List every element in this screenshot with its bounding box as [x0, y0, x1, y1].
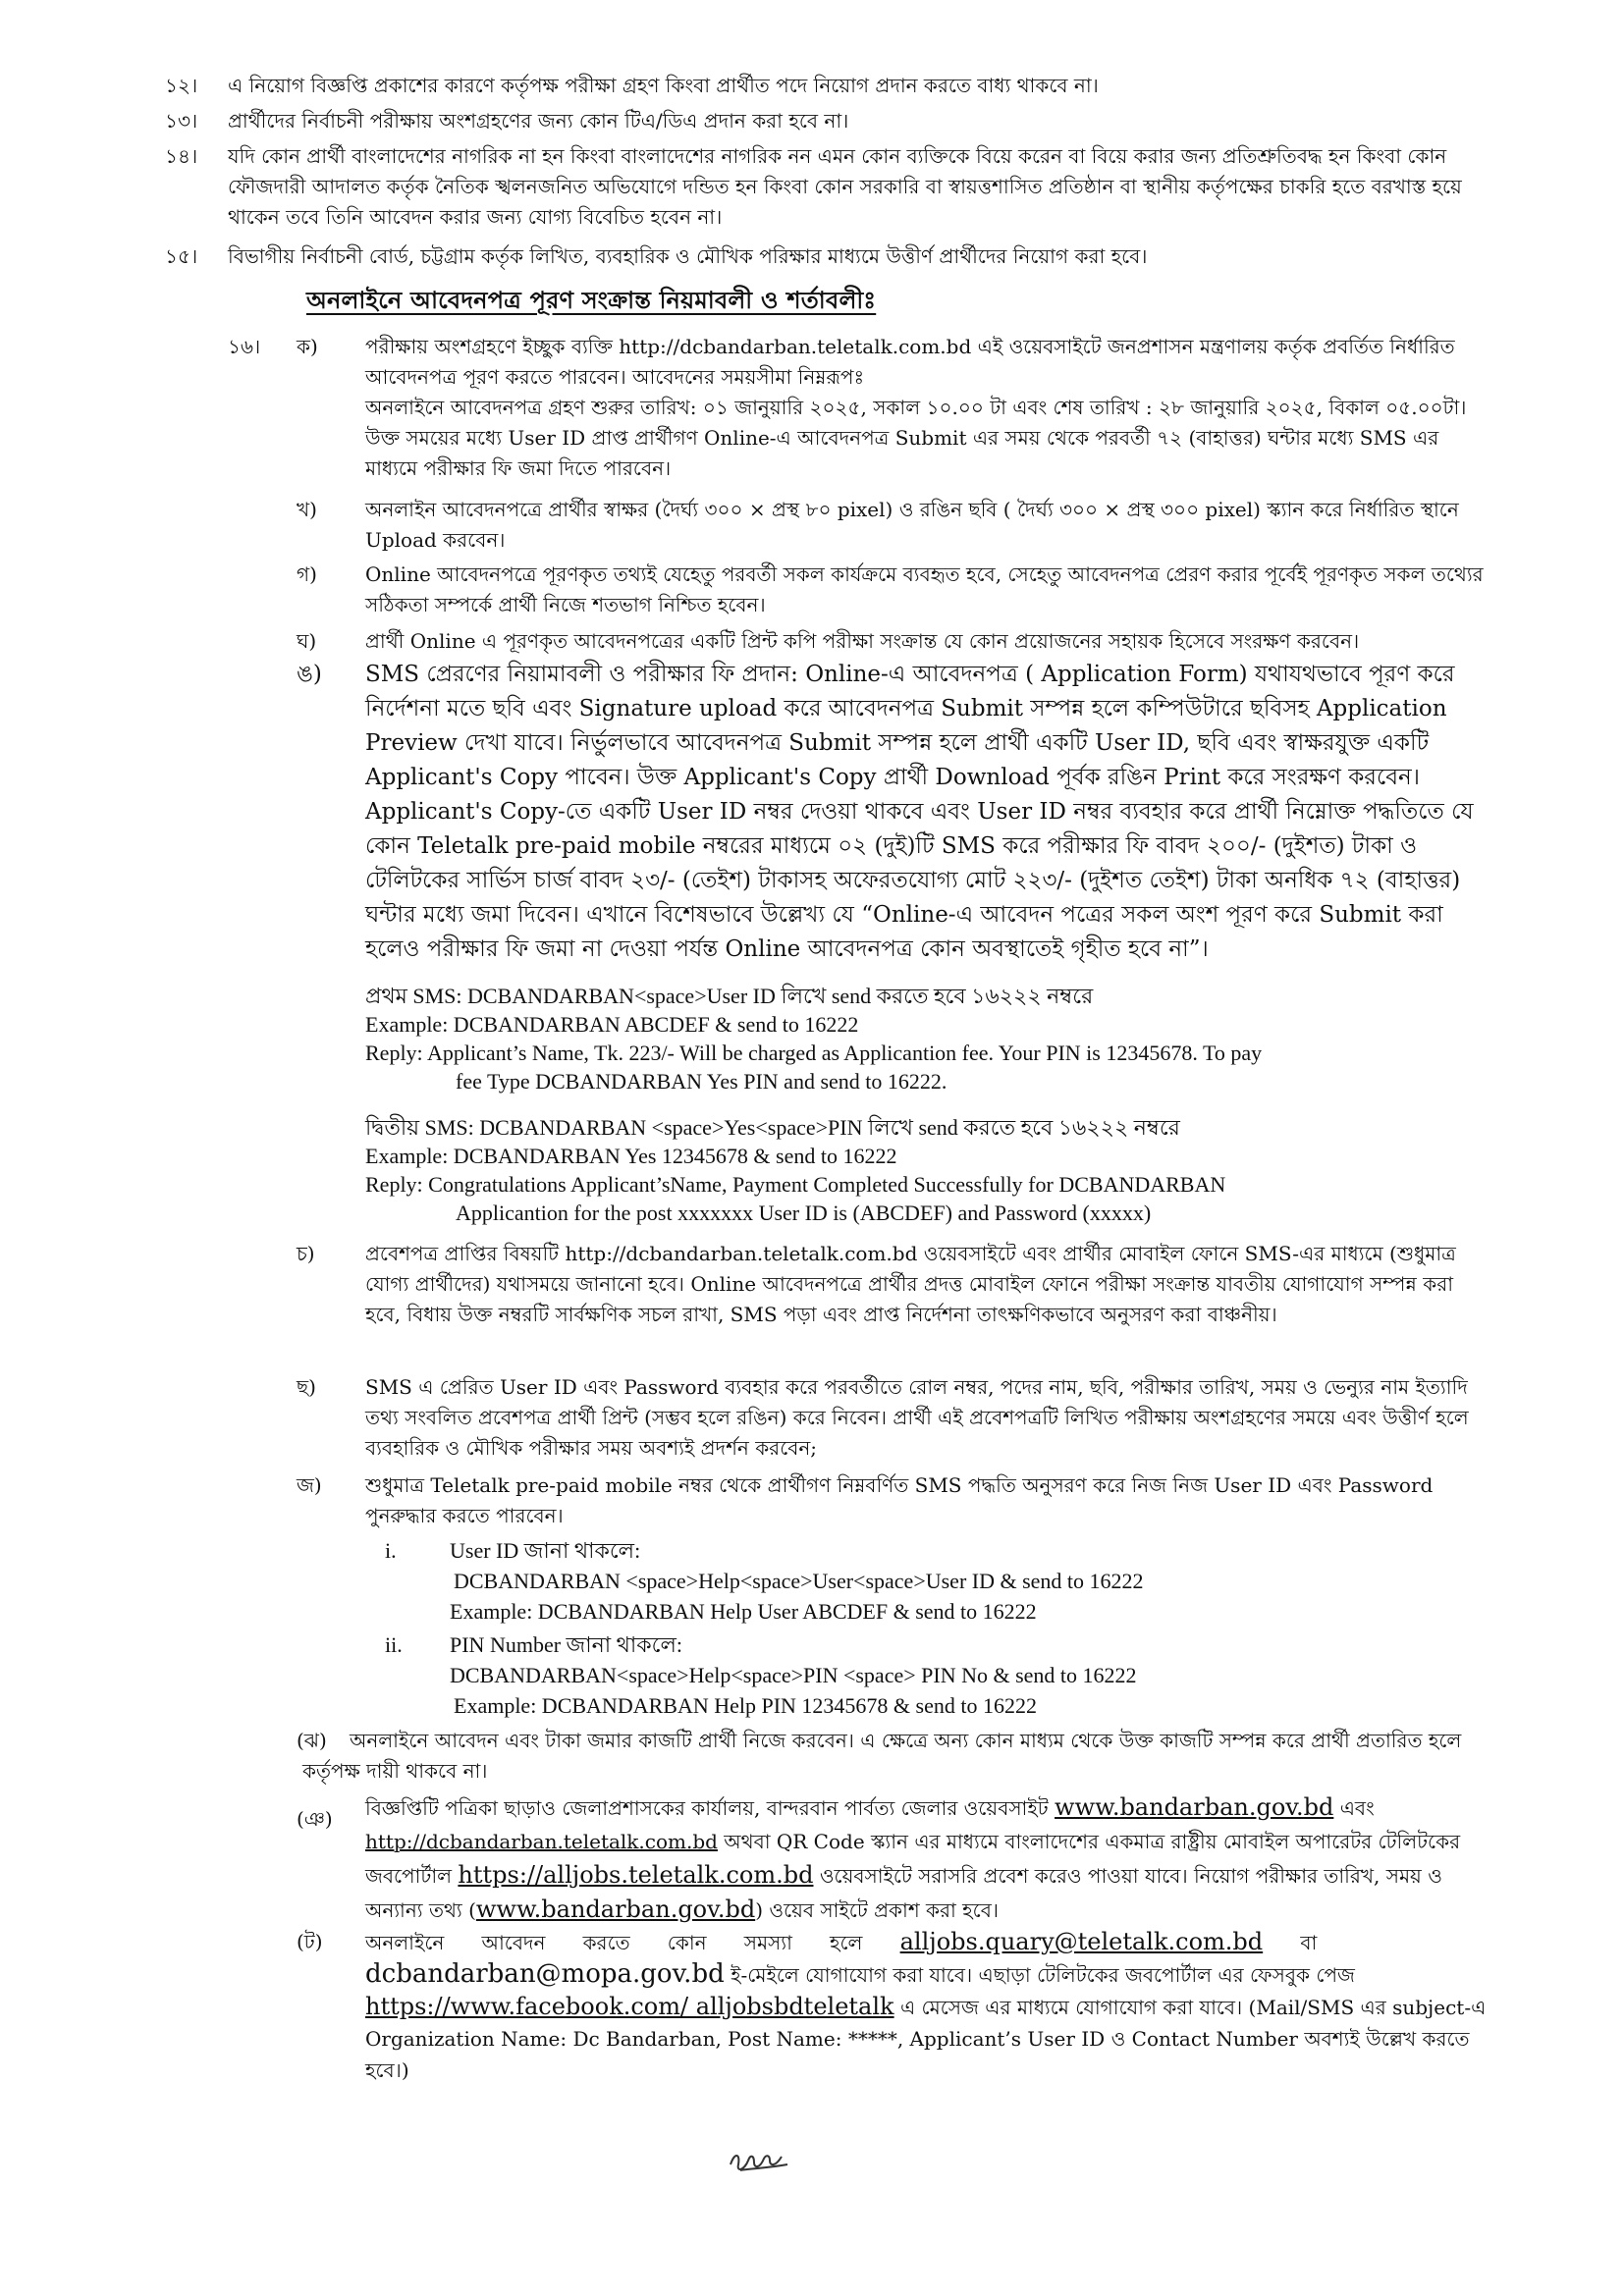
sub-item-jha — [297, 1726, 1494, 1787]
sub-item-text: প্রার্থী Online এ পূরণকৃত আবেদনপত্রের একটি প্রিন্ট কপি পরীক্ষা সংক্রান্ত যে কোন প্রয়োজনের সহায়ক হিসেবে সংরক্ষণ করবেন। — [365, 629, 1360, 653]
sub-item-chha — [297, 1372, 1494, 1464]
sub-item-kha — [297, 495, 1494, 556]
sub-item-label: (ট) — [297, 1930, 323, 1953]
facebook-link[interactable]: https://www.facebook.com/ alljobsbdteletalk — [365, 1993, 894, 2020]
sub-item-label: (ঝ) — [297, 1729, 327, 1752]
recover-format: DCBANDARBAN <space>Help<space>User<space>User ID & send to 16222 — [454, 1569, 1144, 1593]
text-run: এ মেসেজ এর মাধ্যমে যোগাযোগ করা যাবে। (Mail/SMS এর subject-এ Organization Name: Dc Bandarban, Post Name: *****, Applicant’s User ID ও Contact Number অবশ্যই উল্লেখ করতে হবে।) — [365, 1996, 1487, 2082]
sub-item-text — [365, 1790, 1494, 1927]
alljobs-link[interactable]: https://alljobs.teletalk.com.bd — [458, 1861, 814, 1889]
section-heading: অনলাইনে আবেদনপত্র পূরণ সংক্রান্ত নিয়মাবলী ও শর্তাবলীঃ — [306, 286, 877, 314]
text-run: ই-মেইলে যোগাযোগ করা যাবে। এছাড়া টেলিটকের জবপোর্টাল এর ফেসবুক পেজ — [724, 1963, 1355, 1987]
item-text: যদি কোন প্রার্থী বাংলাদেশের নাগরিক না হন কিংবা বাংলাদেশের নাগরিক নন এমন কোন ব্যক্তিকে বিয়ে করেন বা বিয়ে করার জন্য প্রতিশ্রুতিবদ্ধ হন কিংবা কোন ফৌজদারী আদালত কর্তৃক নৈতিক স্খলনজনিত অভিযোগে দন্ডিত হন কিংবা কোন সরকারি বা স্বায়ত্তশাসিত প্রতিষ্ঠান বা স্থানীয় কর্তৃপক্ষের চাকরি হতে বরখাস্ত হয়ে থাকেন তবে তিনি আবেদন করার জন্য যোগ্য বিবেচিত হবেন না। — [228, 144, 1462, 229]
sub-item-ga — [297, 560, 1494, 620]
sub-item-text: SMS প্রেরণের নিয়ামাবলী ও পরীক্ষার ফি প্রদান: Online-এ আবেদনপত্র ( Application Form) যথাযথভাবে পূরণ করে নির্দেশনা মতে ছবি এবং Signature upload করে আবেদনপত্র Submit সম্পন্ন হলে কম্পিউটারে ছবিসহ Application Preview দেখা যাবে। নির্ভুলভাবে আবেদনপত্র Submit সম্পন্ন হলে প্রার্থী একটি User ID, ছবি এবং স্বাক্ষরযুক্ত একটি Applicant's Copy পাবেন। উক্ত Applicant's Copy প্রার্থী Download পূর্বক রঙিন Print করে সংরক্ষণ করবেন। Applicant's Copy-তে একটি User ID নম্বর দেওয়া থাকবে এবং User ID নম্বর ব্যবহার করে প্রার্থী নিম্নোক্ত পদ্ধতিতে যে কোন Teletalk pre-paid mobile নম্বরের মাধ্যমে ০২ (দুই)টি SMS করে পরীক্ষার ফি বাবদ ২০০/- (দুইশত) টাকা ও টেলিটকের সার্ভিস চার্জ বাবদ ২৩/- (তেইশ) টাকাসহ অফেরতযোগ্য মোট ২২৩/- (দুইশত তেইশ) টাকা অনধিক ৭২ (বাহাত্তর) ঘন্টার মধ্যে জমা দিবেন। এখানে বিশেষভাবে উল্লেখ্য যে “Online-এ আবেদন পত্রের সকল অংশ পূরণ করে Submit করা হলেও পরীক্ষার ফি জমা না দেওয়া পর্যন্ত Online আবেদনপত্র কোন অবস্থাতেই গৃহীত হবে না”। — [365, 662, 1474, 962]
roman-label: i. — [385, 1538, 397, 1563]
text-run: ) ওয়েব সাইটে প্রকাশ করা হবে। — [755, 1898, 999, 1922]
sub-item-text: অনলাইনে আবেদন এবং টাকা জমার কাজটি প্রার্থী নিজে করবেন। এ ক্ষেত্রে অন্য কোন মাধ্যম থেকে উক্ত কাজটি সম্পন্ন করে প্রার্থী প্রতারিত হলে কর্তৃপক্ষ দায়ী থাকবে না। — [302, 1729, 1462, 1783]
text-run: অনলাইনে আবেদন করতে কোন সমস্যা হলে — [365, 1931, 900, 1954]
sms-example: Example: DCBANDARBAN Yes 12345678 & send to 16222 — [365, 1144, 897, 1168]
sms-reply: Reply: Congratulations Applicant’sName, Payment Completed Successfully for DCBANDARBAN — [365, 1172, 1226, 1197]
sub-item-gha — [297, 626, 1494, 657]
sub-item-text — [365, 1926, 1494, 2086]
item-15 — [165, 241, 1494, 272]
item-text: প্রার্থীদের নির্বাচনী পরীক্ষায় অংশগ্রহণের জন্য কোন টিএ/ডিএ প্রদান করা হবে না। — [228, 109, 849, 133]
sub-item-label: চ) — [297, 1242, 315, 1265]
sub-item-text: Online আবেদনপত্রে পূরণকৃত তথ্যই যেহেতু পরবর্তী সকল কার্যক্রমে ব্যবহৃত হবে, সেহেতু আবেদনপত্র প্রেরণ করার পূর্বেই পূরণকৃত সকল তথ্যের সঠিকতা সম্পর্কে প্রার্থী নিজে শতভাগ নিশ্চিত হবেন। — [365, 562, 1484, 616]
sub-item-text: শুধুমাত্র Teletalk pre-paid mobile নম্বর থেকে প্রার্থীগণ নিম্নবর্ণিত SMS পদ্ধতি অনুসরণ করে নিজ নিজ User ID এবং Password পুনরুদ্ধার করতে পারবেন। — [365, 1473, 1434, 1527]
recover-title: User ID জানা থাকলে: — [450, 1538, 641, 1563]
recover-title: PIN Number জানা থাকলে: — [450, 1632, 682, 1657]
teletalk-link[interactable]: http://dcbandarban.teletalk.com.bd — [365, 1830, 718, 1853]
item-14 — [165, 141, 1494, 233]
sub-item-label: ক) — [297, 335, 318, 358]
sub-item-text: অনলাইন আবেদনপত্রে প্রার্থীর স্বাক্ষর (দৈর্ঘ্য ৩০০ × প্রস্থ ৮০ pixel) ও রঙিন ছবি ( দৈর্ঘ্য ৩০০ × প্রস্থ ৩০০ pixel) স্ক্যান করে নির্ধারিত স্থানে Upload করবেন। — [365, 498, 1459, 552]
item-text: এ নিয়োগ বিজ্ঞপ্তি প্রকাশের কারণে কর্তৃপক্ষ পরীক্ষা গ্রহণ কিংবা প্রার্থীত পদে নিয়োগ প্রদান করতে বাধ্য থাকবে না। — [228, 74, 1099, 97]
sms-instructions-second — [365, 1113, 1494, 1227]
text-run: বা — [1263, 1931, 1318, 1954]
sub-item-label: খ) — [297, 498, 317, 521]
sms-line: প্রথম SMS: DCBANDARBAN<space>User ID লিখে send করতে হবে ১৬২২২ নম্বরে — [365, 984, 1094, 1008]
roman-label: ii. — [385, 1632, 403, 1657]
item-text: বিভাগীয় নির্বাচনী বোর্ড, চট্টগ্রাম কর্তৃক লিখিত, ব্যবহারিক ও মৌখিক পরিক্ষার মাধ্যমে উত্তীর্ণ প্রার্থীদের নিয়োগ করা হবে। — [228, 244, 1148, 268]
sub-item-label: জ) — [297, 1473, 322, 1497]
text-run: এবং — [1333, 1796, 1375, 1820]
sub-item-text: প্রবেশপত্র প্রাপ্তির বিষয়টি http://dcbandarban.teletalk.com.bd ওয়েবসাইটে এবং প্রার্থীর মোবাইল ফোনে SMS-এর মাধ্যমে (শুধুমাত্র যোগ্য প্রার্থীদের) যথাসময়ে জানানো হবে। Online আবেদনপত্রে প্রার্থীর প্রদত্ত মোবাইল ফোনে পরীক্ষা সংক্রান্ত যাবতীয় যোগাযোগ সম্পন্ন করা হবে, বিধায় উক্ত নম্বরটি সার্বক্ষণিক সচল রাখা, SMS পড়া এবং প্রাপ্ত নির্দেশনা তাৎক্ষণিকভাবে অনুসরণ করা বাঞ্চনীয়। — [365, 1242, 1456, 1326]
sub-item-label: ঘ) — [297, 629, 317, 653]
website-link[interactable]: www.bandarban.gov.bd — [1055, 1793, 1334, 1821]
sub-item-label: ঙ) — [297, 662, 322, 687]
sub-item-label: গ) — [297, 562, 317, 586]
sms-line: দ্বিতীয় SMS: DCBANDARBAN <space>Yes<space>PIN লিখে send করতে হবে ১৬২২২ নম্বরে — [365, 1115, 1180, 1140]
recover-example: Example: DCBANDARBAN Help User ABCDEF & send to 16222 — [450, 1599, 1037, 1624]
sub-item-ja — [297, 1470, 1494, 1531]
handwritten-signature — [727, 2143, 795, 2176]
text-run: ওয়েবসাইটে সরাসরি প্রবেশ করেও পাওয়া যাবে। নিয়োগ পরীক্ষার তারিখ, সময় ও অন্যান্য তথ্য ( — [365, 1864, 1442, 1922]
item-12 — [165, 71, 1494, 101]
sms-reply: Reply: Applicant’s Name, Tk. 223/- Will be charged as Applicantion fee. Your PIN is 12345678. To pay — [365, 1041, 1263, 1065]
item-number: ১৪। — [165, 144, 198, 168]
sub-item-text: SMS এ প্রেরিত User ID এবং Password ব্যবহার করে পরবর্তীতে রোল নম্বর, পদের নাম, ছবি, পরীক্ষার তারিখ, সময় ও ভেন্যুর নাম ইত্যাদি তথ্য সংবলিত প্রবেশপত্র প্রার্থী প্রিন্ট (সম্ভব হলে রঙিন) করে নিবেন। প্রার্থী এই প্রবেশপত্রটি লিখিত পরীক্ষায় অংশগ্রহণের সময়ে এবং উত্তীর্ণ হলে ব্যবহারিক ও মৌখিক পরীক্ষার সময় অবশ্যই প্রদর্শন করবেন; — [365, 1375, 1469, 1460]
sub-item-cha — [297, 1239, 1494, 1330]
item-number: ১৩। — [165, 109, 198, 133]
text-run: বিজ্ঞপ্তিটি পত্রিকা ছাড়াও জেলাপ্রশাসকের কার্যালয়, বান্দরবান পার্বত্য জেলার ওয়েবসাইট — [365, 1796, 1056, 1820]
sub-item-umo — [297, 658, 1494, 967]
sms-instructions-first — [365, 982, 1494, 1095]
sub-item-text: পরীক্ষায় অংশগ্রহণে ইচ্ছুক ব্যক্তি http://dcbandarban.teletalk.com.bd এই ওয়েবসাইটে জনপ্রশাসন মন্ত্রণালয় কর্তৃক প্রবর্তিত নির্ধারিত আবেদনপত্র পূরণ করতে পারবেন। আবেদনের সময়সীমা নিম্নরূপঃ — [365, 335, 1455, 389]
support-email-link[interactable]: alljobs.quary@teletalk.com.bd — [899, 1928, 1264, 1955]
sub-item-text-2: অনলাইনে আবেদনপত্র গ্রহণ শুরুর তারিখ: ০১ জানুয়ারি ২০২৫, সকাল ১০.০০ টা এবং শেষ তারিখ : ২৮ জানুয়ারি ২০২৫, বিকাল ০৫.০০টা। উক্ত সময়ের মধ্যে User ID প্রাপ্ত প্রার্থীগণ Online-এ আবেদনপত্র Submit এর সময় থেকে পরবর্তী ৭২ (বাহাত্তর) ঘন্টার মধ্যে SMS এর মাধ্যমে পরীক্ষার ফি জমা দিতে পারবেন। — [365, 396, 1467, 480]
sub-item-label: ছ) — [297, 1375, 316, 1399]
sms-reply-cont: fee Type DCBANDARBAN Yes PIN and send to 16222. — [456, 1069, 947, 1094]
item-13 — [165, 106, 1494, 136]
sub-item-nya — [297, 1790, 1494, 1927]
item-number-16: ১৬। — [228, 335, 261, 358]
sub-item-label: (ঞ) — [297, 1807, 333, 1831]
dc-email[interactable]: dcbandarban@mopa.gov.bd — [365, 1959, 725, 1989]
sub-item-ka — [297, 332, 1494, 484]
item-number: ১২। — [165, 74, 198, 97]
sub-item-ta — [297, 1926, 1494, 2086]
recover-format: DCBANDARBAN<space>Help<space>PIN <space> PIN No & send to 16222 — [450, 1663, 1137, 1687]
sms-reply-cont: Applicantion for the post xxxxxxx User ID is (ABCDEF) and Password (xxxxx) — [456, 1201, 1152, 1225]
recover-example: Example: DCBANDARBAN Help PIN 12345678 & send to 16222 — [454, 1693, 1037, 1718]
text-run: অথবা QR Code স্ক্যান এর মাধ্যমে বাংলাদেশের একমাত্র রাষ্ট্রীয় মোবাইল অপারেটর টেলিটকের জবপোর্টাল — [365, 1830, 1461, 1888]
sms-example: Example: DCBANDARBAN ABCDEF & send to 16222 — [365, 1012, 859, 1037]
item-number: ১৫। — [165, 244, 198, 268]
website-link-2[interactable]: www.bandarban.gov.bd — [475, 1896, 756, 1923]
